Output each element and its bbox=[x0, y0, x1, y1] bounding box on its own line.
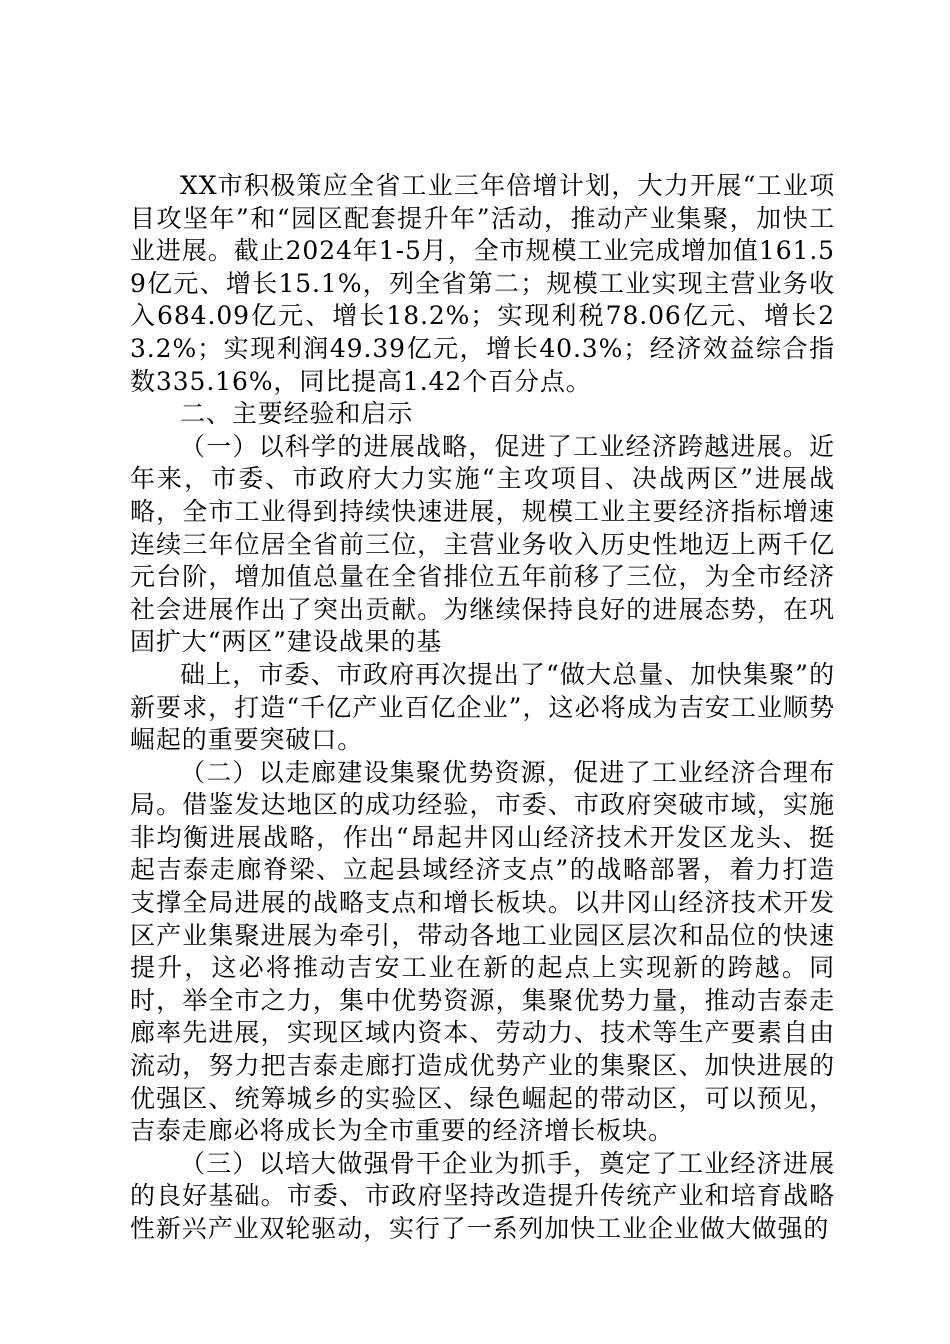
paragraph-industry-overview: XX市积极策应全省工业三年倍增计划，大力开展“工业项目攻坚年”和“园区配套提升年”活动，推动产业集聚，加快工业进展。截止2024年1-5月，全市规模工业完成增加值161.59亿元、增长15.1%，列全省第二；规模工业实现主营业务收入684.09亿元、增长18.2%；实现利税78.06亿元、增长23.2%；实现利润49.39亿元，增长40.3%；经济效益综合指数335.16%，同比提高1.42个百分点。 bbox=[130, 171, 835, 396]
paragraph-corridor: （二）以走廊建设集聚优势资源，促进了工业经济合理布局。借鉴发达地区的成功经验，市委、市政府突破市域，实施非均衡进展战略，作出“昂起井冈山经济技术开发区龙头、挺起吉泰走廊脊梁、立起县域经济支点”的战略部署，着力打造支撑全局进展的战略支点和增长板块。以井冈山经济技术开发区产业集聚进展为牵引，带动各地工业园区层次和品位的快速提升，这必将推动吉安工业在新的起点上实现新的跨越。同时，举全市之力，集中优势资源，集聚优势力量，推动吉泰走廊率先进展，实现区域内资本、劳动力、技术等生产要素自由流动，努力把吉泰走廊打造成优势产业的集聚区、加快进展的优强区、统筹城乡的实验区、绿色崛起的带动区，可以预见，吉泰走廊必将成长为全市重要的经济增长板块。 bbox=[130, 757, 835, 1146]
paragraph-strategy-continued: 础上，市委、市政府再次提出了“做大总量、加快集聚”的新要求，打造“千亿产业百亿企业”，这必将成为吉安工业顺势崛起的重要突破口。 bbox=[130, 659, 835, 755]
paragraph-strategy: （一）以科学的进展战略，促进了工业经济跨越进展。近年来，市委、市政府大力实施“主攻项目、决战两区”进展战略，全市工业得到持续快速进展，规模工业主要经济指标增速连续三年位居全省前三位，主营业务收入历史性地迈上两千亿元台阶，增加值总量在全省排位五年前移了三位，为全市经济社会进展作出了突出贡献。为继续保持良好的进展态势，在巩固扩大“两区”建设战果的基 bbox=[130, 431, 835, 657]
paragraph-enterprises: （三）以培大做强骨干企业为抓手，奠定了工业经济进展的良好基础。市委、市政府坚持改造提升传统产业和培育战略性新兴产业双轮驱动，实行了一系列加快工业企业做大做强的 bbox=[130, 1148, 835, 1243]
section-heading-experience: 二、主要经验和启示 bbox=[180, 399, 414, 429]
document-page bbox=[130, 170, 835, 1246]
